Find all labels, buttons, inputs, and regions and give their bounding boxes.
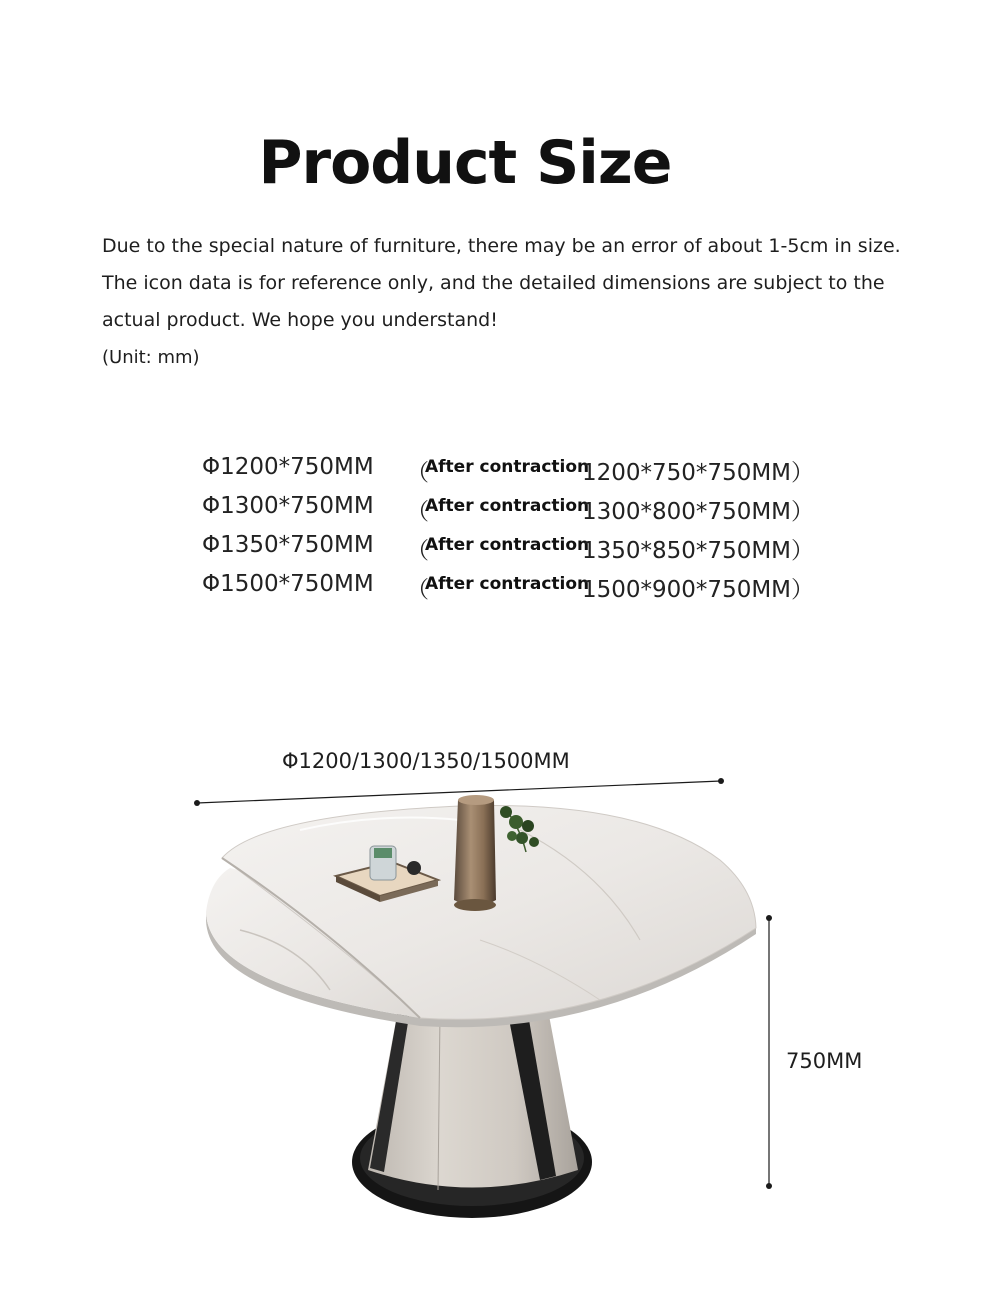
after-contraction-label: After contraction — [425, 457, 590, 477]
decor-vase — [454, 795, 496, 911]
after-contraction-label: After contraction — [425, 496, 590, 516]
open-paren: （ — [406, 499, 429, 525]
after-contraction-label: After contraction — [425, 535, 590, 555]
diameter-label: Φ1200/1300/1350/1500MM — [282, 749, 570, 773]
after-contraction-size: 1500*900*750MM） — [582, 577, 815, 603]
size-dimension: Φ1200*750MM — [202, 454, 374, 480]
disclaimer-line-1: Due to the special nature of furniture, there may be an error of about 1-5cm in size. — [102, 235, 901, 257]
open-paren: （ — [406, 577, 429, 603]
disclaimer-line-3: actual product. We hope you understand! — [102, 309, 498, 331]
after-contraction-label: After contraction — [425, 574, 590, 594]
unit-note: (Unit: mm) — [102, 347, 200, 368]
height-label: 750MM — [786, 1049, 863, 1073]
size-dimension: Φ1300*750MM — [202, 493, 374, 519]
page-title: Product Size — [258, 128, 672, 198]
size-dimension: Φ1500*750MM — [202, 571, 374, 597]
open-paren: （ — [406, 460, 429, 486]
after-contraction-size: 1300*800*750MM） — [582, 499, 815, 525]
after-contraction-size: 1200*750*750MM） — [582, 460, 815, 486]
disclaimer-line-2: The icon data is for reference only, and the detailed dimensions are subject to the — [102, 272, 885, 294]
table-pedestal — [368, 1010, 578, 1190]
open-paren: （ — [406, 538, 429, 564]
height-dimension-line — [766, 915, 772, 1189]
after-contraction-size: 1350*850*750MM） — [582, 538, 815, 564]
size-dimension: Φ1350*750MM — [202, 532, 374, 558]
